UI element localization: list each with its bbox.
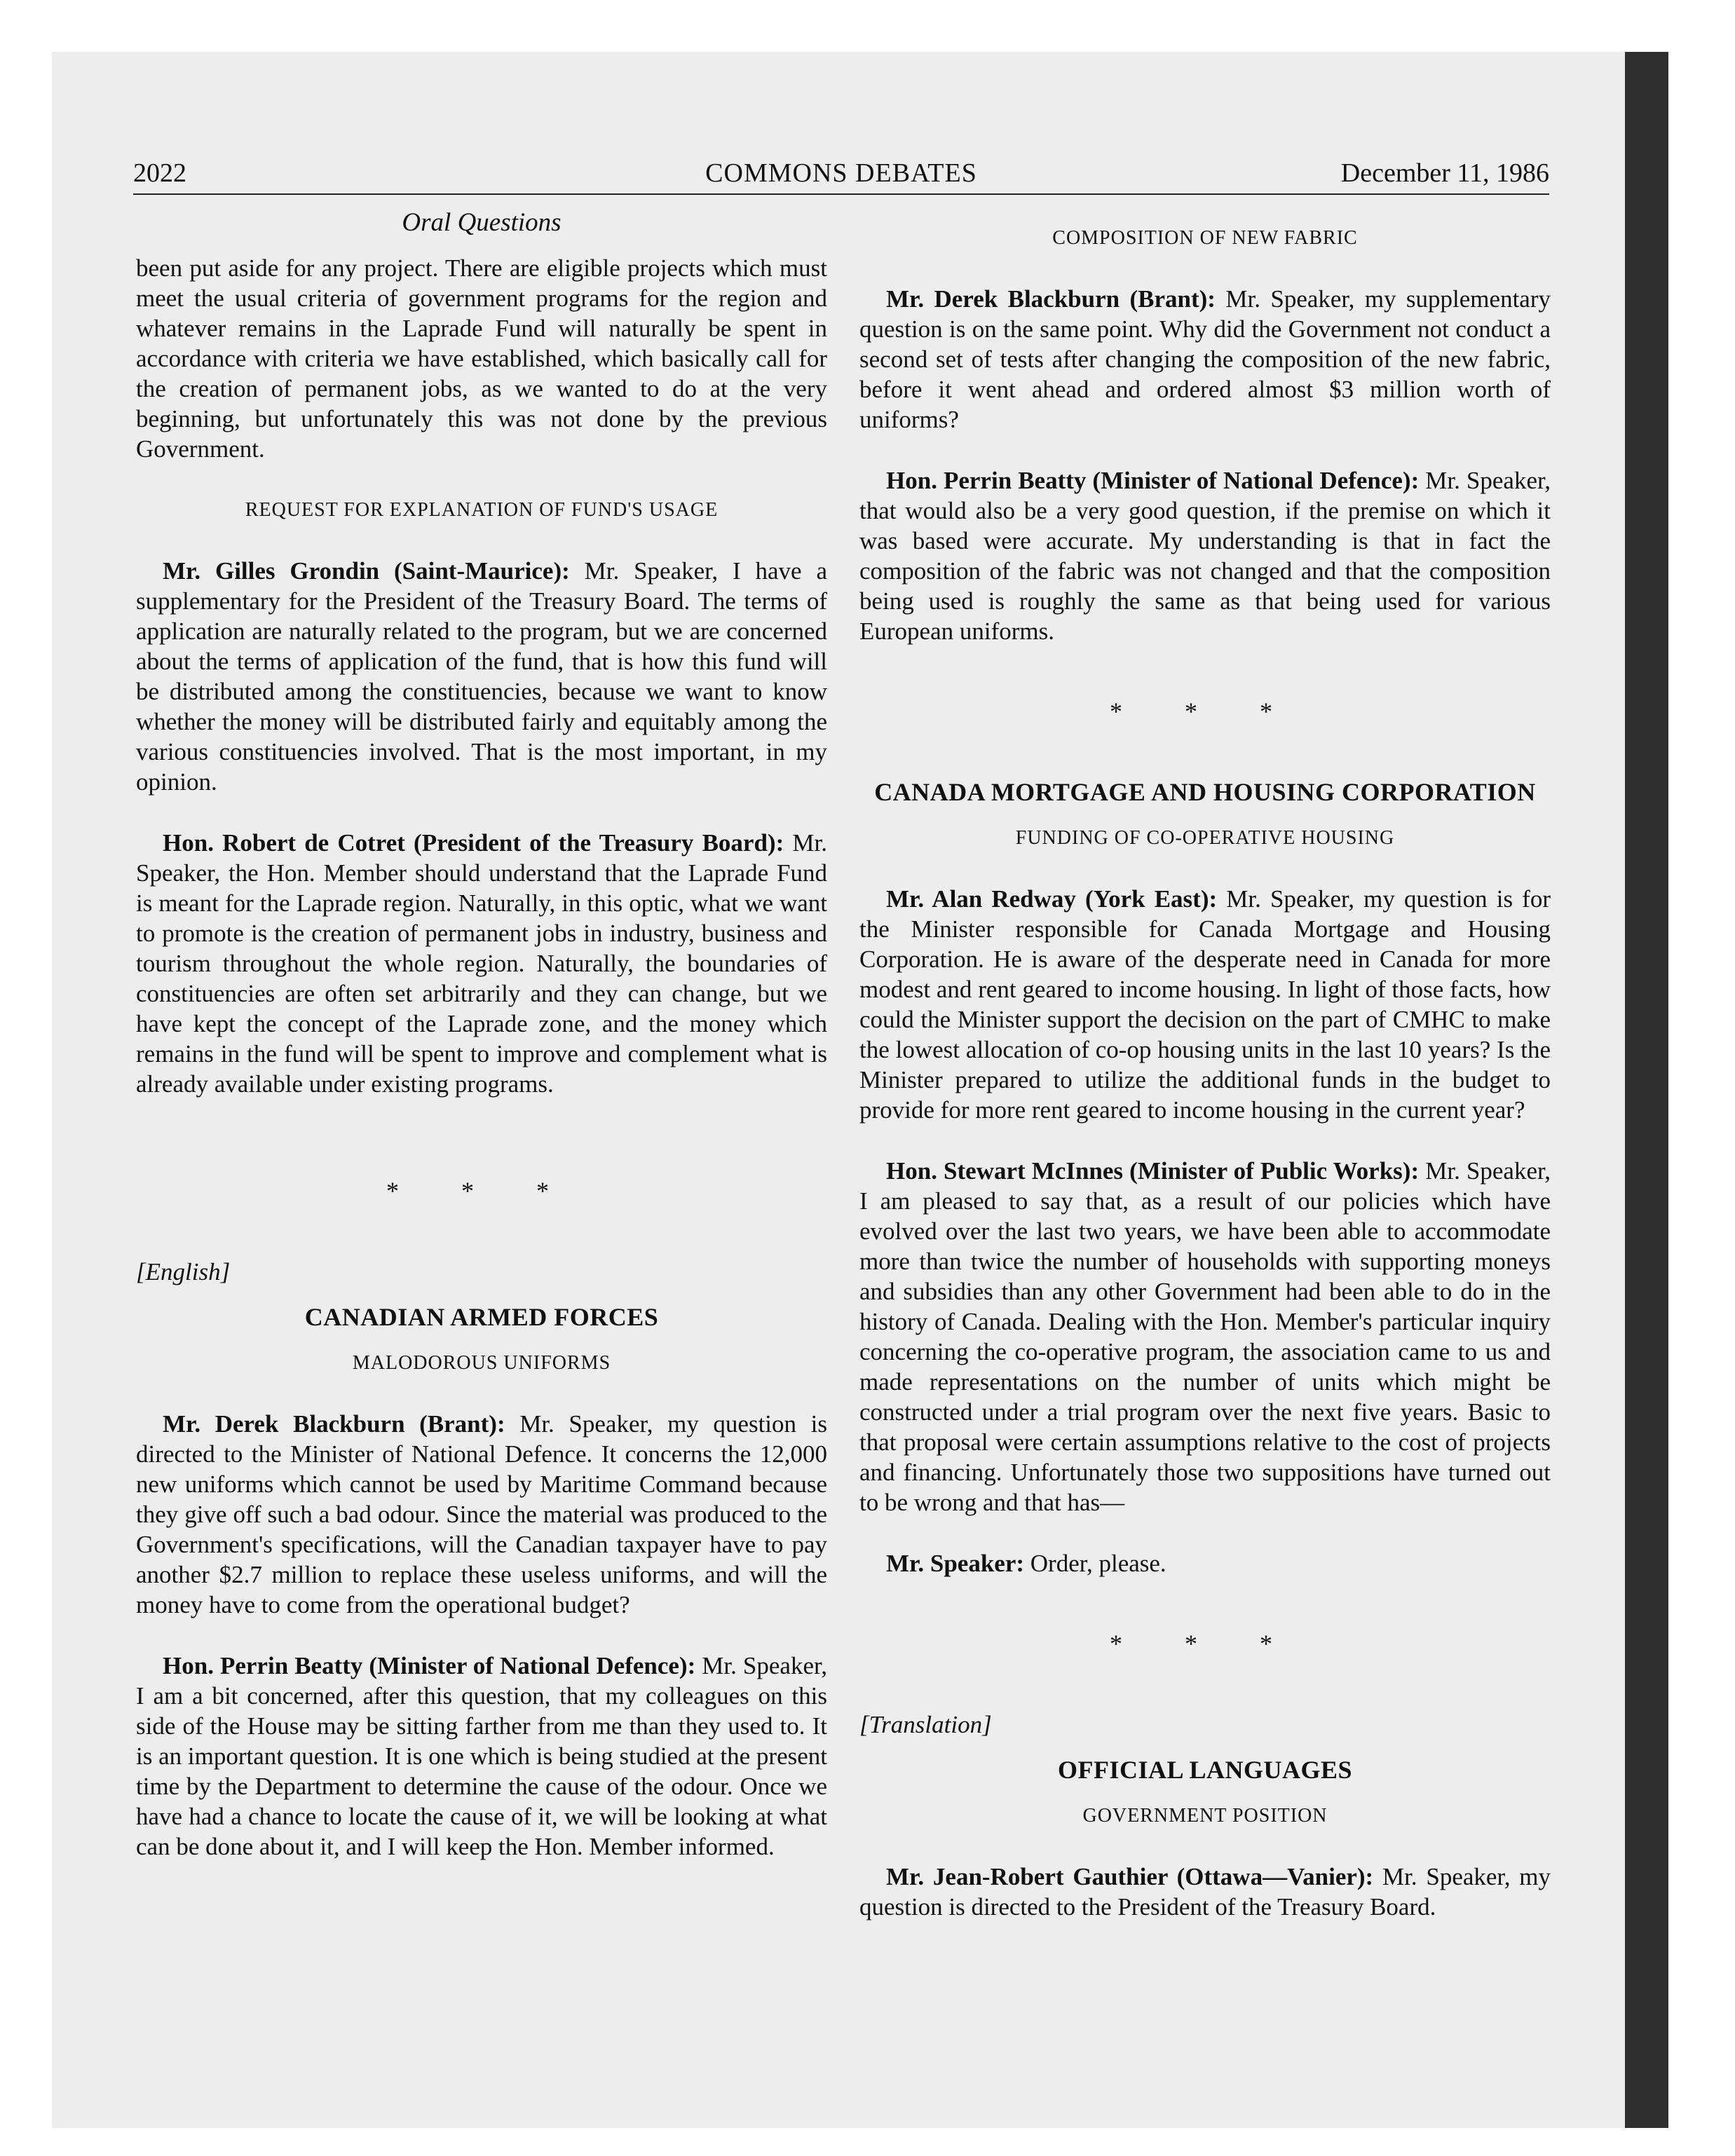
subheading: GOVERNMENT POSITION bbox=[1082, 1805, 1328, 1827]
subheading: FUNDING OF CO-OPERATIVE HOUSING bbox=[1015, 827, 1395, 849]
paragraph: Mr. Speaker: Order, please. bbox=[886, 1550, 1166, 1577]
page-header bbox=[133, 156, 1549, 198]
right-column bbox=[859, 207, 1551, 1922]
paragraph: Mr. Derek Blackburn (Brant): Mr. Speaker, my supplementary question is on the same point. Why did the Government not conduct a second set of tests after changing the composition of the new fabric, before it went ahead and ordered almost $3 million worth of uniforms? bbox=[859, 285, 1551, 433]
header-rule bbox=[133, 193, 1549, 195]
subheading: REQUEST FOR EXPLANATION OF FUND'S USAGE bbox=[245, 499, 719, 521]
running-head: Oral Questions bbox=[402, 208, 562, 237]
paragraph: Mr. Gilles Grondin (Saint-Maurice): Mr. Speaker, I have a supplementary for the President of the Treasury Board. The terms of application are naturally related to the program, but we are concerned about the terms of application of the fund, that is how this fund will be distributed among the constituencies, because we want to know whether the money will be distributed fairly and equitably among the various constituencies involved. That is the most important, in my opinion. bbox=[136, 557, 827, 796]
paragraph: Hon. Perrin Beatty (Minister of National Defence): Mr. Speaker, that would also be a very good question, if the premise on which it was based were accurate. My understanding is that in fact the composition of the fabric was not changed and that the composition being used is roughly the same as that being used for various European uniforms. bbox=[859, 467, 1551, 645]
subheading: MALODOROUS UNIFORMS bbox=[352, 1352, 611, 1374]
section-heading: CANADIAN ARMED FORCES bbox=[304, 1303, 659, 1331]
section-separator: * * * bbox=[1110, 697, 1300, 725]
scan-edge-shadow bbox=[1625, 52, 1668, 2128]
speaker-name: Mr. Gilles Grondin (Saint-Maurice): bbox=[163, 557, 570, 585]
section-heading: OFFICIAL LANGUAGES bbox=[1057, 1756, 1353, 1784]
sitting-date: December 11, 1986 bbox=[1340, 158, 1549, 188]
speaker-name: Mr. Speaker: bbox=[886, 1550, 1025, 1577]
section-separator: * * * bbox=[1110, 1630, 1300, 1658]
speaker-name: Hon. Stewart McInnes (Minister of Public Works): bbox=[886, 1157, 1420, 1185]
speaker-name: Hon. Perrin Beatty (Minister of National Defence): bbox=[163, 1652, 696, 1679]
speaker-name: Mr. Derek Blackburn (Brant): bbox=[886, 285, 1216, 313]
section-heading: CANADA MORTGAGE AND HOUSING CORPORATION bbox=[874, 778, 1536, 806]
paragraph: Mr. Alan Redway (York East): Mr. Speaker, my question is for the Minister responsible for Canada Mortgage and Housing Corporation. He is aware of the desperate need in Canada for more modest and rent geared to income housing. In light of those facts, how could the Minister support the decision on the part of CMHC to make the lowest allocation of co-op housing units in the last 10 years? Is the Minister prepared to utilize the additional funds in the budget to provide for more rent geared to income housing in the current year? bbox=[859, 885, 1551, 1124]
speaker-name: Mr. Derek Blackburn (Brant): bbox=[163, 1410, 505, 1438]
publication-title: COMMONS DEBATES bbox=[705, 158, 977, 188]
paragraph: Mr. Derek Blackburn (Brant): Mr. Speaker, my question is directed to the Minister of National Defence. It concerns the 12,000 new uniforms which cannot be used by Maritime Command because they give off such a bad odour. Since the material was produced to the Government's specifications, will the Canadian taxpayer have to pay another $2.7 million to replace these useless uniforms, and will the money have to come from the operational budget? bbox=[136, 1410, 827, 1618]
language-marker: [Translation] bbox=[859, 1711, 992, 1738]
language-marker: [English] bbox=[136, 1258, 231, 1285]
paragraph: Hon. Stewart McInnes (Minister of Public Works): Mr. Speaker, I am pleased to say that, as a result of our policies which have evolved over the last two years, we have been able to accommodate more than twice the number of households with supporting moneys and subsidies than any other Government had been able to do in the history of Canada. Dealing with the Hon. Member's particular inquiry concerning the co-operative program, the association came to us and made representations on the number of units which might be constructed under a trial program over the next five years. Basic to that proposal were certain assumptions relative to the cost of projects and financing. Unfortunately those two suppositions have turned out to be wrong and that has— bbox=[859, 1157, 1551, 1516]
speaker-name: Mr. Alan Redway (York East): bbox=[886, 885, 1218, 913]
speaker-name: Hon. Robert de Cotret (President of the Treasury Board): bbox=[163, 829, 784, 857]
paragraph: been put aside for any project. There are eligible projects which must meet the usual criteria of government programs for the region and whatever remains in the Laprade Fund will naturally be spent in accordance with criteria we have established, which basically call for the creation of permanent jobs, as we wanted to do at the very beginning, but unfortunately this was not done by the previous Government. bbox=[136, 254, 827, 463]
paragraph: Hon. Robert de Cotret (President of the Treasury Board): Mr. Speaker, the Hon. Member should understand that the Laprade Fund is meant for the Laprade region. Naturally, in this optic, what we want to promote is the creation of permanent jobs in industry, business and tourism throughout the whole region. Naturally, the boundaries of constituencies are often set arbitrarily and they can change, but we have kept the concept of the Laprade zone, and the money which remains in the fund will be spent to improve and complement what is already available under existing programs. bbox=[136, 829, 827, 1098]
page-number: 2022 bbox=[133, 158, 186, 188]
subheading: COMPOSITION OF NEW FABRIC bbox=[1052, 227, 1358, 249]
paragraph: Hon. Perrin Beatty (Minister of National Defence): Mr. Speaker, I am a bit concerned, after this question, that my colleagues on this side of the House may be sitting farther from me than they used to. It is an important question. It is one which is being studied at the present time by the Department to determine the cause of the odour. Once we have had a chance to locate the cause of it, we will be looking at what can be done about it, and I will keep the Hon. Member informed. bbox=[136, 1652, 827, 1860]
speaker-name: Hon. Perrin Beatty (Minister of National Defence): bbox=[886, 467, 1420, 494]
speaker-name: Mr. Jean-Robert Gauthier (Ottawa—Vanier): bbox=[886, 1863, 1374, 1890]
left-column bbox=[136, 207, 827, 1862]
paragraph: Mr. Jean-Robert Gauthier (Ottawa—Vanier): Mr. Speaker, my question is directed to the President of the Treasury Board. bbox=[859, 1863, 1551, 1920]
section-separator: * * * bbox=[386, 1177, 577, 1205]
